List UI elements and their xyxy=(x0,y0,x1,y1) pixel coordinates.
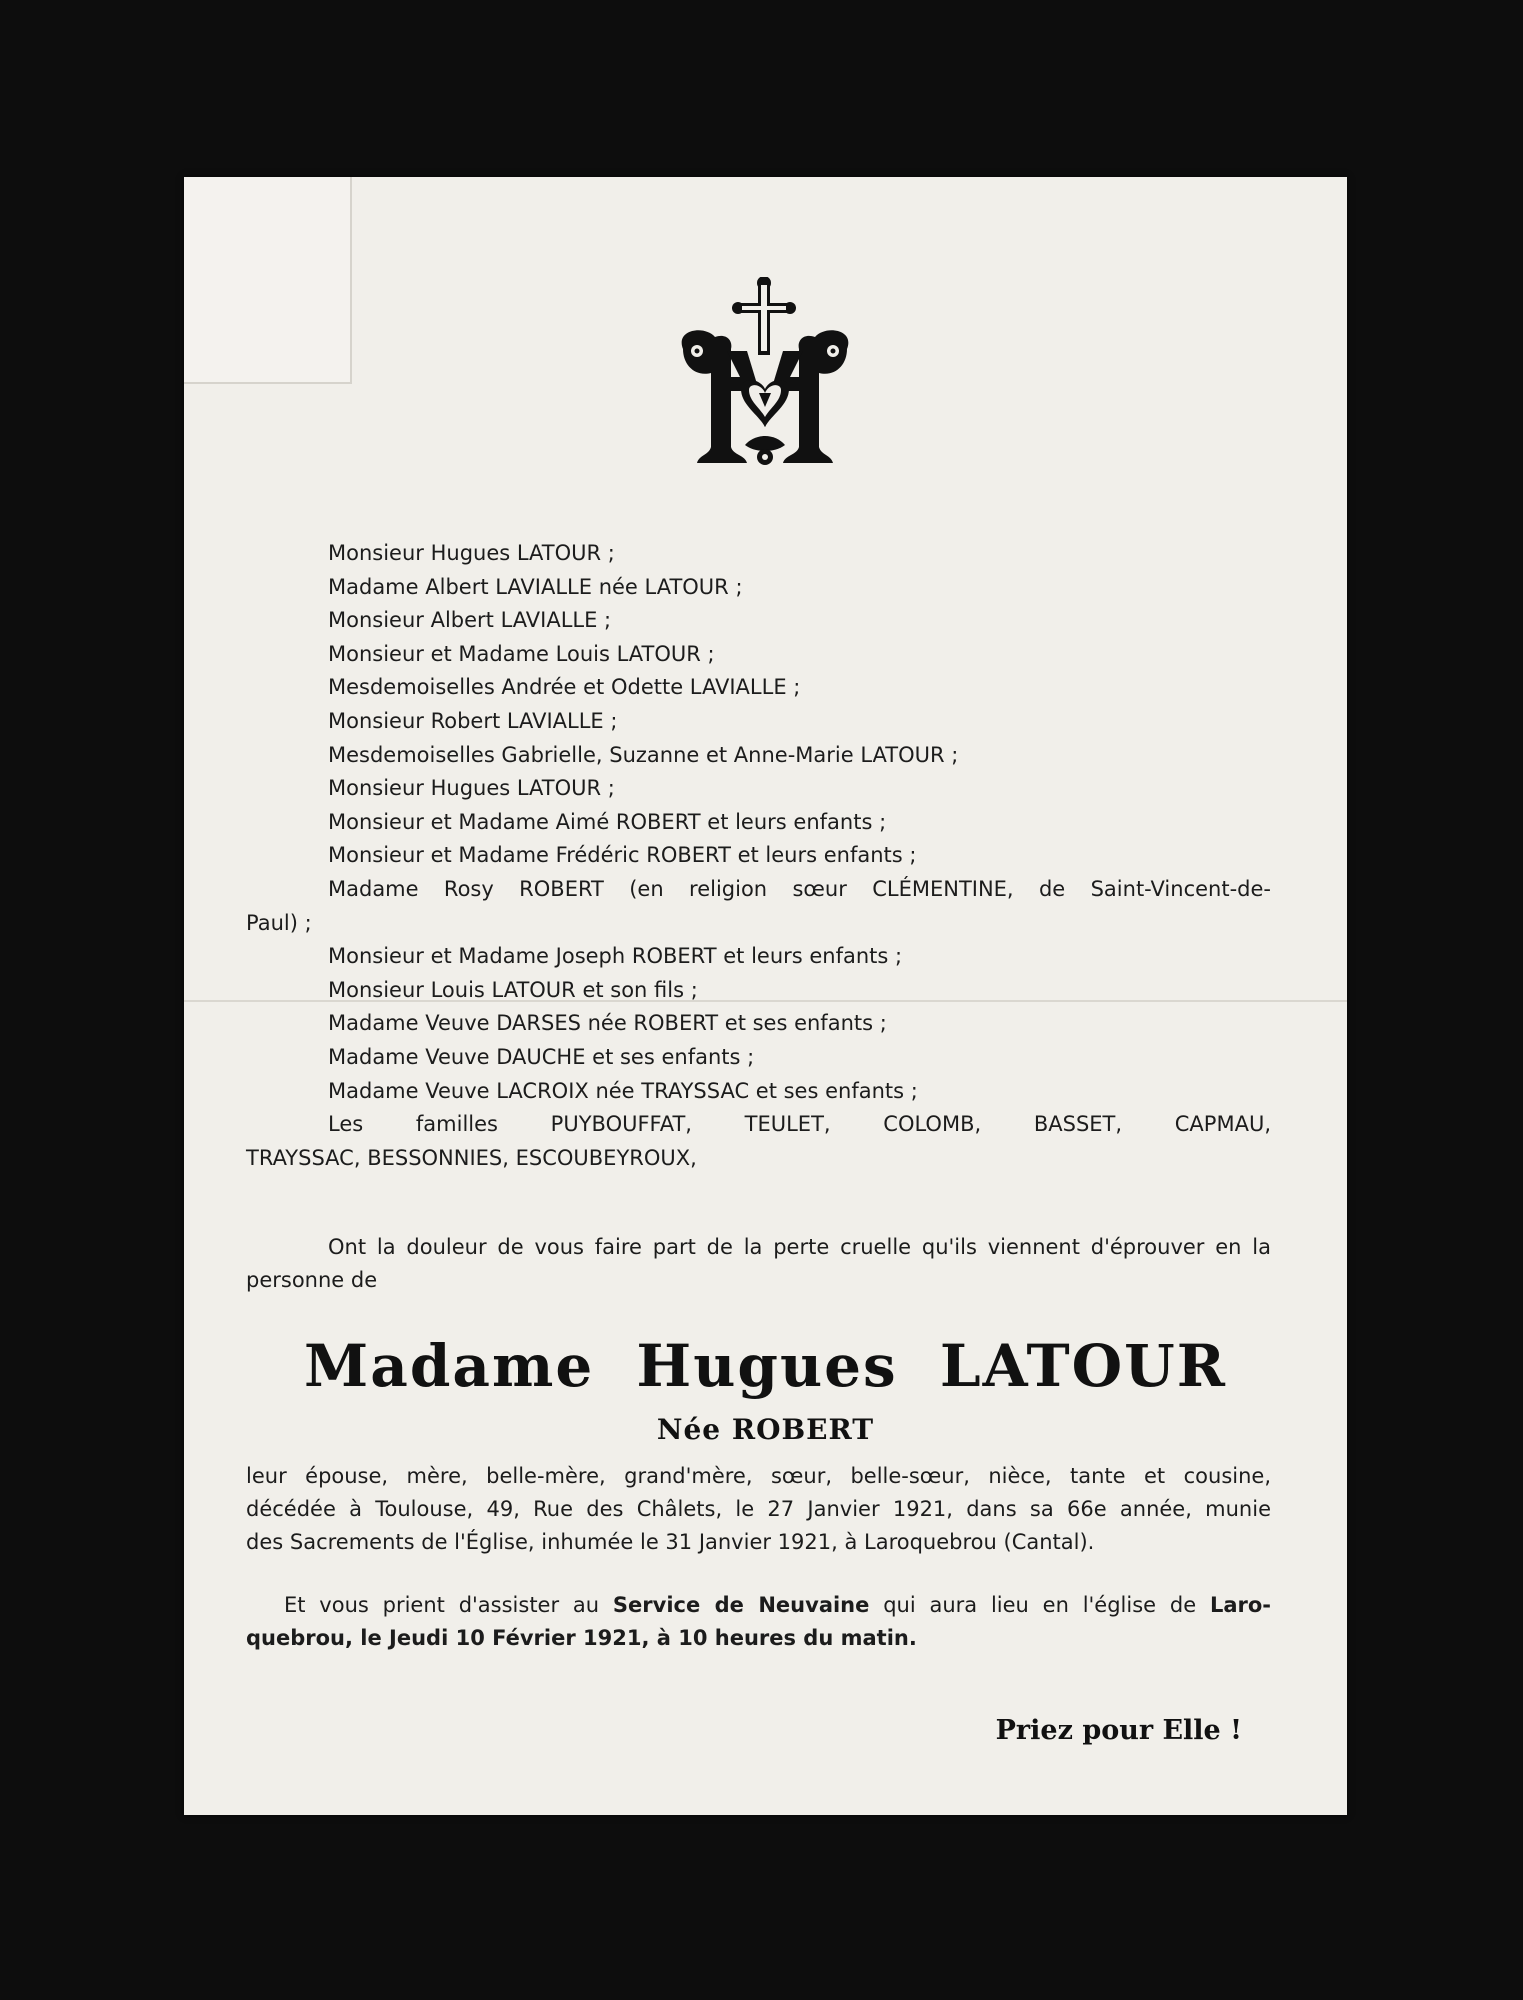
mourner-line: Les familles PUYBOUFFAT, TEULET, COLOMB, BASSET, CAPMAU, xyxy=(328,1112,1271,1137)
mourner-line: Monsieur et Madame Joseph ROBERT et leurs enfants ; xyxy=(328,944,903,969)
mourner-line: Madame Veuve LACROIX née TRAYSSAC et ses enfants ; xyxy=(328,1078,918,1103)
mourners-list xyxy=(246,537,1271,1175)
intro-line: Ont la douleur de vous faire part de la perte cruelle qu'ils viennent d'éprouver en la xyxy=(328,1235,1271,1259)
invite-lead: Et vous prient d'assister au xyxy=(284,1593,600,1617)
mourner-line: Monsieur Hugues LATOUR ; xyxy=(328,541,615,565)
mourner-line: Mesdemoiselles Gabrielle, Suzanne et Anne-Marie LATOUR ; xyxy=(328,742,959,767)
details-paragraph xyxy=(246,1460,1271,1559)
deceased-name: Madame Hugues LATOUR xyxy=(304,1332,1227,1400)
mourner-line: Mesdemoiselles Andrée et Odette LAVIALLE ; xyxy=(328,675,801,700)
mourner-line: Monsieur et Madame Aimé ROBERT et leurs enfants ; xyxy=(328,809,887,834)
mourner-line: Madame Rosy ROBERT (en religion sœur CLÉMENTINE, de Saint-Vincent-de- xyxy=(328,876,1271,901)
announcement-sheet xyxy=(184,177,1347,1815)
folded-corner xyxy=(184,177,352,384)
details-line: des Sacrements de l'Église, inhumée le 31 Janvier 1921, à Laroquebrou (Cantal). xyxy=(246,1530,1095,1554)
mourner-line: Monsieur Louis LATOUR et son fils ; xyxy=(328,977,698,1002)
mourner-line: Monsieur Robert LAVIALLE ; xyxy=(328,708,618,733)
details-line: leur épouse, mère, belle-mère, grand'mère, sœur, belle-sœur, nièce, tante et cousine, xyxy=(246,1464,1271,1488)
invite-middle: qui aura lieu en l'église de xyxy=(883,1593,1197,1617)
mourner-line: Monsieur Hugues LATOUR ; xyxy=(328,776,615,801)
invite-line xyxy=(246,1589,1271,1622)
intro-line: personne de xyxy=(246,1268,378,1292)
mourner-line: Madame Veuve DAUCHE et ses enfants ; xyxy=(328,1044,755,1069)
closing-prayer: Priez pour Elle ! xyxy=(995,1715,1242,1746)
maiden-name: Née ROBERT xyxy=(656,1413,875,1446)
details-line: décédée à Toulouse, 49, Rue des Châlets, le 27 Janvier 1921, dans sa 66e année, munie xyxy=(246,1497,1271,1521)
mourner-line: Madame Albert LAVIALLE née LATOUR ; xyxy=(328,574,743,599)
mourner-line: Madame Veuve DARSES née ROBERT et ses enfants ; xyxy=(328,1011,887,1036)
invite-place-start: Laro- xyxy=(1209,1593,1272,1617)
mourner-line: Monsieur et Madame Louis LATOUR ; xyxy=(328,641,715,666)
intro-paragraph xyxy=(246,1231,1271,1297)
marian-monogram-icon xyxy=(675,277,855,477)
mourner-line: Monsieur Albert LAVIALLE ; xyxy=(328,608,612,633)
mourner-line: Monsieur et Madame Frédéric ROBERT et leurs enfants ; xyxy=(328,843,917,868)
mourner-line: Paul) ; xyxy=(246,910,312,935)
service-name: Service de Neuvaine xyxy=(612,1593,870,1617)
mourner-line: TRAYSSAC, BESSONNIES, ESCOUBEYROUX, xyxy=(246,1145,697,1170)
invitation-paragraph xyxy=(246,1589,1271,1655)
invite-date-line: quebrou, le Jeudi 10 Février 1921, à 10 heures du matin. xyxy=(246,1626,917,1650)
